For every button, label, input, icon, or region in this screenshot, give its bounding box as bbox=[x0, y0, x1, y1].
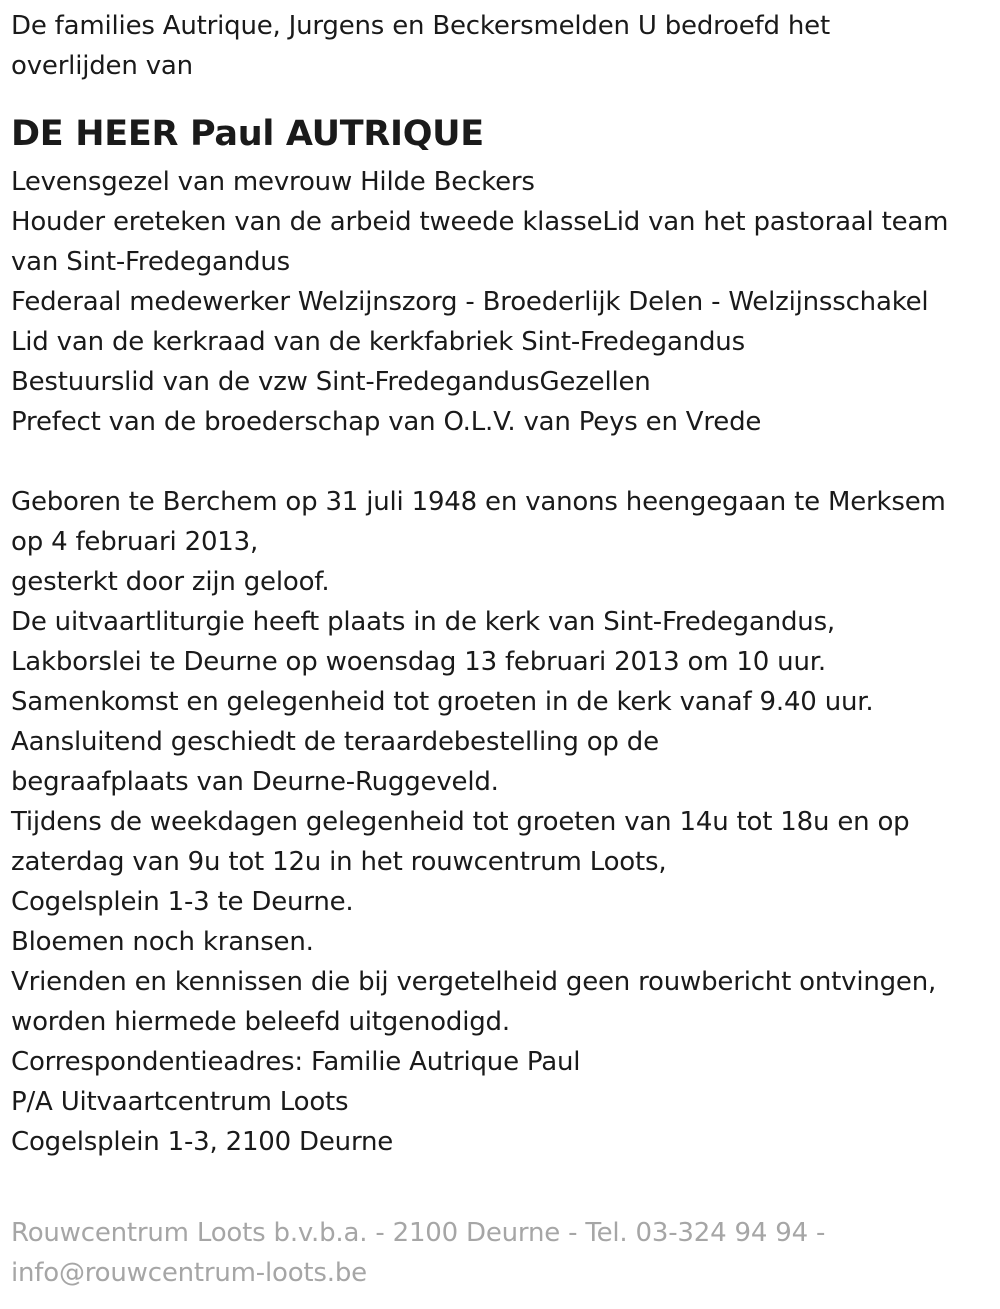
funeral-home-footer bbox=[11, 1213, 991, 1293]
detail-line: Tijdens de weekdagen gelegenheid tot groeten van 14u tot 18u en op bbox=[11, 807, 910, 837]
detail-line: Vrienden en kennissen die bij vergetelheid geen rouwbericht ontvingen, bbox=[11, 967, 937, 997]
footer-contact-line: Rouwcentrum Loots b.v.b.a. - 2100 Deurne - Tel. 03-324 94 94 - bbox=[11, 1218, 826, 1248]
spacer bbox=[11, 442, 991, 482]
detail-line: op 4 februari 2013, bbox=[11, 527, 259, 557]
detail-line: Geboren te Berchem op 31 juli 1948 en vanons heengegaan te Merksem bbox=[11, 487, 946, 517]
titles-list bbox=[11, 162, 991, 442]
detail-line: Cogelsplein 1-3 te Deurne. bbox=[11, 887, 354, 917]
obituary-notice bbox=[11, 6, 991, 1162]
detail-line: begraafplaats van Deurne-Ruggeveld. bbox=[11, 767, 499, 797]
detail-line: gesterkt door zijn geloof. bbox=[11, 567, 330, 597]
correspondence-line: Cogelsplein 1-3, 2100 Deurne bbox=[11, 1127, 394, 1157]
title-line: Federaal medewerker Welzijnszorg - Broederlijk Delen - Welzijnsschakel bbox=[11, 287, 929, 317]
detail-line: zaterdag van 9u tot 12u in het rouwcentrum Loots, bbox=[11, 847, 667, 877]
correspondence-line: P/A Uitvaartcentrum Loots bbox=[11, 1087, 349, 1117]
intro-paragraph bbox=[11, 6, 991, 86]
detail-line: Lakborslei te Deurne op woensdag 13 februari 2013 om 10 uur. bbox=[11, 647, 826, 677]
funeral-details bbox=[11, 482, 991, 1162]
detail-line: Aansluitend geschiedt de teraardebestelling op de bbox=[11, 727, 659, 757]
deceased-name: DE HEER Paul AUTRIQUE bbox=[11, 114, 484, 154]
title-line: Prefect van de broederschap van O.L.V. van Peys en Vrede bbox=[11, 407, 762, 437]
title-line: Houder ereteken van de arbeid tweede klasseLid van het pastoraal team bbox=[11, 207, 949, 237]
detail-line: De uitvaartliturgie heeft plaats in de kerk van Sint-Fredegandus, bbox=[11, 607, 835, 637]
footer-email: info@rouwcentrum-loots.be bbox=[11, 1258, 367, 1288]
correspondence-line: Correspondentieadres: Familie Autrique Paul bbox=[11, 1047, 581, 1077]
detail-line: Bloemen noch kransen. bbox=[11, 927, 314, 957]
title-line: Levensgezel van mevrouw Hilde Beckers bbox=[11, 167, 535, 197]
detail-line: worden hiermede beleefd uitgenodigd. bbox=[11, 1007, 510, 1037]
detail-line: Samenkomst en gelegenheid tot groeten in de kerk vanaf 9.40 uur. bbox=[11, 687, 874, 717]
intro-line: De families Autrique, Jurgens en Beckersmelden U bedroefd het bbox=[11, 11, 830, 41]
title-line: van Sint-Fredegandus bbox=[11, 247, 290, 277]
title-line: Lid van de kerkraad van de kerkfabriek Sint-Fredegandus bbox=[11, 327, 745, 357]
intro-line: overlijden van bbox=[11, 51, 193, 81]
title-line: Bestuurslid van de vzw Sint-FredegandusGezellen bbox=[11, 367, 651, 397]
